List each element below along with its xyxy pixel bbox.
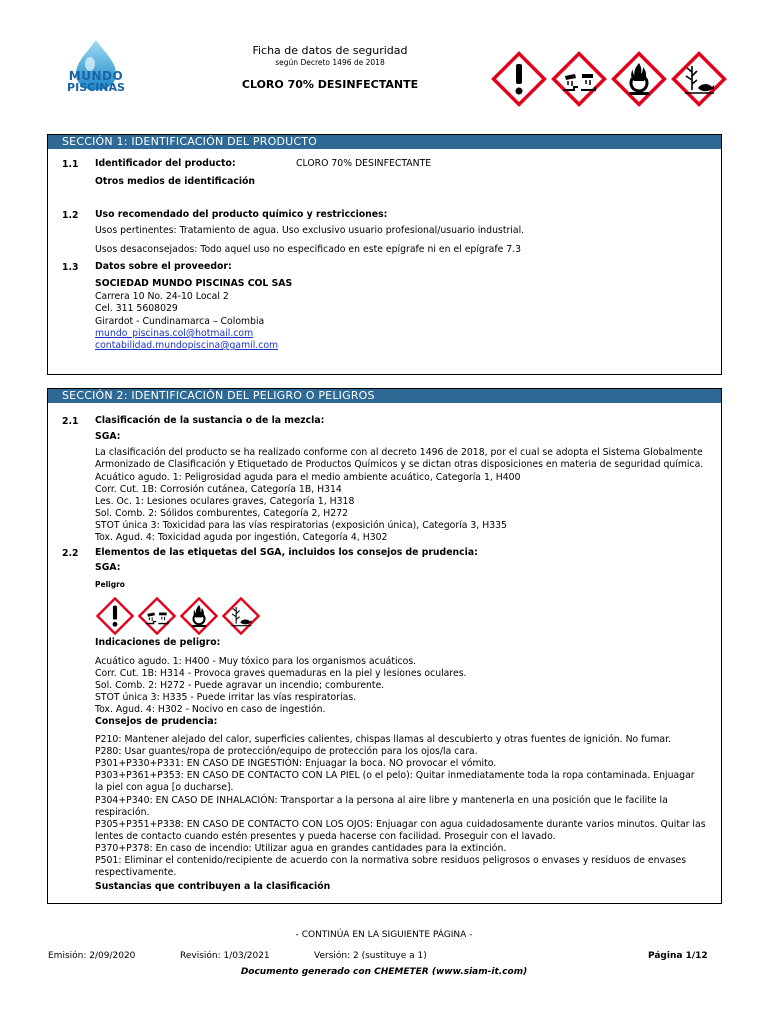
class-item: Acuático agudo. 1: Peligrosidad aguda para el medio ambiente acuático, Categoría 1, H400 [95,472,521,483]
flame-over-circle-icon [179,596,211,628]
page-header [0,0,768,120]
revision-date: Revisión: 1/03/2021 [180,951,270,961]
supplier-city: Girardot - Cundinamarca – Colombia [95,316,265,327]
label-hazard-statements: Indicaciones de peligro: [95,637,221,648]
class-item: Sol. Comb. 2: Sólidos comburentes, Categoría 2, H272 [95,508,349,519]
flame-over-circle-icon [610,50,668,108]
class-item: Les. Oc. 1: Lesiones oculares graves, Categoría 1, H318 [95,496,355,507]
class-item: Corr. Cut. 1B: Corrosión cutánea, Categoría 1B, H314 [95,484,342,495]
label-recommended-use: Uso recomendado del producto químico y restricciones: [95,209,388,220]
precaution-item: P303+P361+P353: EN CASO DE CONTACTO CON LA PIEL (o el pelo): Quitar inmediatamente toda la ropa contaminada. Enjuagar la piel con agua [o ducharse]. [95,770,695,794]
hazard-item: Tox. Agud. 4: H302 - Nocivo en caso de ingestión. [95,704,326,715]
supplier-address: Carrera 10 No. 24-10 Local 2 [95,291,229,302]
corrosion-icon [137,596,169,628]
hazard-item: STOT única 3: H335 - Puede irritar las vías respiratorias. [95,692,357,703]
logo-text-piscinas: PISCINAS [67,81,125,94]
label-supplier: Datos sobre el proveedor: [95,261,232,272]
product-name: CLORO 70% DESINFECTANTE [241,78,419,91]
item-number-2-2: 2.2 [62,548,79,559]
item-number-1-2: 1.2 [62,210,79,221]
section-2-title: SECCIÓN 2: IDENTIFICACIÓN DEL PELIGRO O PELIGROS [48,389,721,403]
generated-by: Documento generado con CHEMETER (www.siam-it.com) [240,967,528,977]
classification-text: La clasificación del producto se ha realizado conforme con al decreto 1496 de 2018, por el cual se adopta el Sistema Globalmente Armonizado de Clasificación y Etiquetado de Productos Químicos y se dictan otras disposiciones en materia de seguridad química. [95,447,704,471]
class-item: Tox. Agud. 4: Toxicidad aguda por ingestión, Categoría 4, H302 [95,532,388,543]
environment-icon [221,596,253,628]
mundo-piscinas-logo [56,38,136,104]
logo-text-mundo: MUNDO [68,69,124,83]
label-contributing-substances: Sustancias que contribuyen a la clasificación [95,881,331,892]
environment-icon [670,50,728,108]
continues-note: - CONTINÚA EN LA SIGUIENTE PÁGINA - [295,930,473,940]
corrosion-icon [550,50,608,108]
exclamation-mark-icon [490,50,548,108]
page-number: Página 1/12 [648,951,708,961]
hazard-item: Sol. Comb. 2: H272 - Puede agravar un incendio; comburente. [95,680,385,691]
label-label-elements: Elementos de las etiquetas del SGA, incluidos los consejos de prudencia: [95,547,478,558]
exclamation-mark-icon [95,596,127,628]
precaution-item: P501: Eliminar el contenido/recipiente de acuerdo con la normativa sobre residuos peligrosos o envases y residuos de envases respectivamente. [95,855,687,879]
label-precautionary-statements: Consejos de prudencia: [95,716,218,727]
hazard-item: Acuático agudo. 1: H400 - Muy tóxico para los organismos acuáticos. [95,656,417,667]
label-ghs-pictograms [95,596,295,628]
document-title: Ficha de datos de seguridad [252,44,408,57]
supplier-company: SOCIEDAD MUNDO PISCINAS COL SAS [95,278,293,289]
label-sga-2: SGA: [95,562,121,573]
item-number-1-3: 1.3 [62,262,79,273]
relevant-uses: Usos pertinentes: Tratamiento de agua. Uso exclusivo usuario profesional/usuario industrial. [95,225,525,236]
supplier-email-link-1[interactable]: mundo_piscinas.col@hotmail.com [95,328,254,339]
precaution-item: P210: Mantener alejado del calor, superficies calientes, chispas llamas al descubierto y otras fuentes de ignición. No fumar. [95,734,672,745]
supplier-phone: Cel. 311 5608029 [95,303,178,314]
precaution-item: P301+P330+P331: EN CASO DE INGESTIÓN: Enjuagar la boca. NO provocar el vómito. [95,758,497,769]
label-sga: SGA: [95,431,121,442]
ghs-pictograms [490,50,730,108]
document-subtitle: según Decreto 1496 de 2018 [275,58,385,67]
precaution-item: P305+P351+P338: EN CASO DE CONTACTO CON LOS OJOS: Enjuagar con agua cuidadosamente durante varios minutos. Quitar las lentes de contacto cuando estén presentes y pueda hacerse con facilidad. Proseguir con el lavado. [95,819,706,843]
class-item: STOT única 3: Toxicidad para las vías respiratorias (exposición única), Categoría 3, H335 [95,520,507,531]
value-product-identifier: CLORO 70% DESINFECTANTE [296,158,432,169]
supplier-email-link-2[interactable]: contabilidad.mundopiscina@gamil.com [95,340,279,351]
item-number-2-1: 2.1 [62,416,79,427]
section-1-title: SECCIÓN 1: IDENTIFICACIÓN DEL PRODUCTO [48,135,721,149]
precaution-item: P280: Usar guantes/ropa de protección/equipo de protección para los ojos/la cara. [95,746,478,757]
precaution-item: P370+P378: En caso de incendio: Utilizar agua en grandes cantidades para la extinción. [95,843,507,854]
hazard-item: Corr. Cut. 1B: H314 - Provoca graves quemaduras en la piel y lesiones oculares. [95,668,467,679]
precaution-item: P304+P340: EN CASO DE INHALACIÓN: Transportar a la persona al aire libre y mantenerla en una posición que le facilite la respiración. [95,795,668,819]
item-number-1-1: 1.1 [62,159,79,170]
signal-word: Peligro [95,580,125,589]
label-other-identification: Otros medios de identificación [95,176,256,187]
emission-date: Emisión: 2/09/2020 [48,951,136,961]
version-info: Versión: 2 (sustituye a 1) [314,951,427,961]
discouraged-uses: Usos desaconsejados: Todo aquel uso no especificado en este epígrafe ni en el epígrafe 7.3 [95,244,522,255]
label-classification: Clasificación de la sustancia o de la mezcla: [95,415,325,426]
label-product-identifier: Identificador del producto: [95,158,236,169]
